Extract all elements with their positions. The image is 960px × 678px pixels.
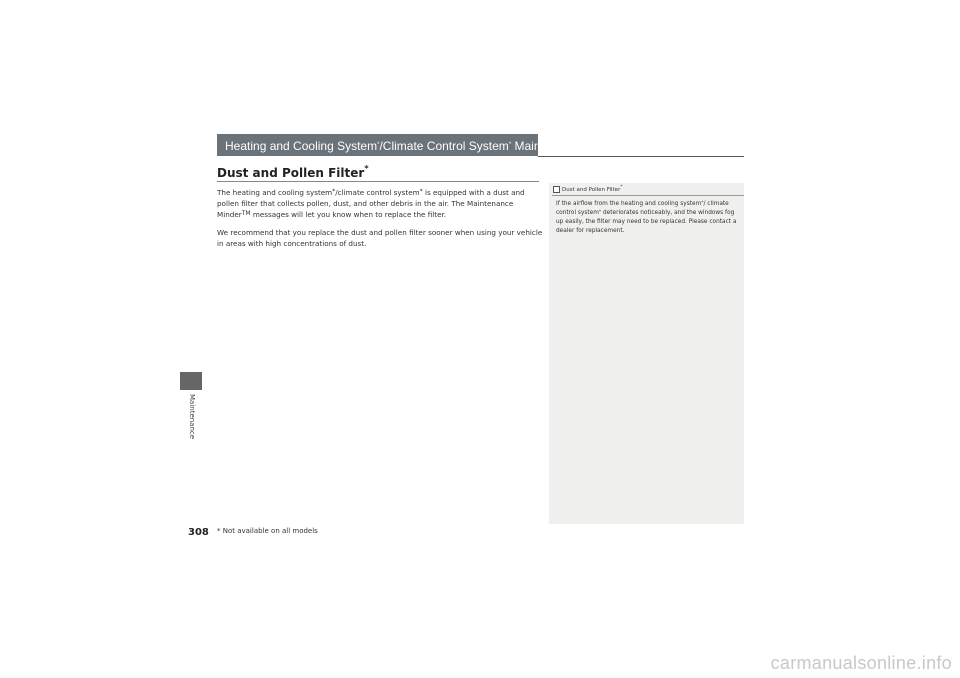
note-text-b: / climate control system bbox=[556, 201, 729, 216]
p1-text-c: is equipped with a dust and pollen filter that collects pollen, dust, and other debris in the air. The Maintenance Minder bbox=[217, 188, 525, 219]
note-heading bbox=[553, 186, 623, 193]
header-rule bbox=[538, 156, 744, 157]
note-rule bbox=[552, 195, 744, 196]
note-text-a: If the airflow from the heating and cooling system bbox=[556, 201, 702, 207]
chapter-label: Maintenance bbox=[188, 394, 196, 440]
p1-text-b: /climate control system bbox=[335, 188, 420, 197]
note-text-c: deteriorates noticeably, and the windows fog up easily, the filter may need to be replaced. Please contact a dealer for replacement. bbox=[556, 210, 737, 234]
note-title: Dust and Pollen Filter bbox=[562, 187, 621, 193]
header-text-1: Heating and Cooling System bbox=[225, 139, 378, 153]
note-asterisk-1: * bbox=[701, 201, 704, 206]
paragraph-1 bbox=[217, 187, 547, 220]
title-asterisk: * bbox=[364, 164, 369, 173]
paragraph-2: We recommend that you replace the dust and pollen filter sooner when using your vehicle in areas with high concentrations of dust. bbox=[217, 228, 543, 248]
p1-text-a: The heating and cooling system bbox=[217, 188, 333, 197]
note-title-asterisk: * bbox=[620, 185, 623, 190]
header-asterisk-1: * bbox=[377, 142, 380, 148]
body-text bbox=[217, 187, 547, 256]
note-reference-icon bbox=[553, 186, 560, 193]
page-number: 308 bbox=[188, 527, 209, 538]
header-text-2: /Climate Control System bbox=[379, 139, 509, 153]
trademark-mark: TM bbox=[241, 210, 251, 217]
footnote: * Not available on all models bbox=[217, 527, 318, 535]
page-title bbox=[217, 166, 369, 180]
title-rule bbox=[217, 181, 539, 182]
p1-asterisk-2: * bbox=[419, 188, 423, 195]
watermark: carmanualsonline.info bbox=[770, 653, 952, 673]
note-text bbox=[556, 200, 740, 236]
chapter-tab bbox=[180, 372, 202, 390]
header-asterisk-2: * bbox=[508, 142, 512, 148]
note-asterisk-2: * bbox=[598, 210, 602, 215]
section-header bbox=[217, 134, 584, 156]
header-text-3: Maintenance bbox=[511, 139, 584, 153]
p1-asterisk-1: * bbox=[332, 188, 336, 195]
title-text: Dust and Pollen Filter bbox=[217, 166, 365, 180]
p1-text-d: messages will let you know when to replace the filter. bbox=[250, 210, 447, 219]
